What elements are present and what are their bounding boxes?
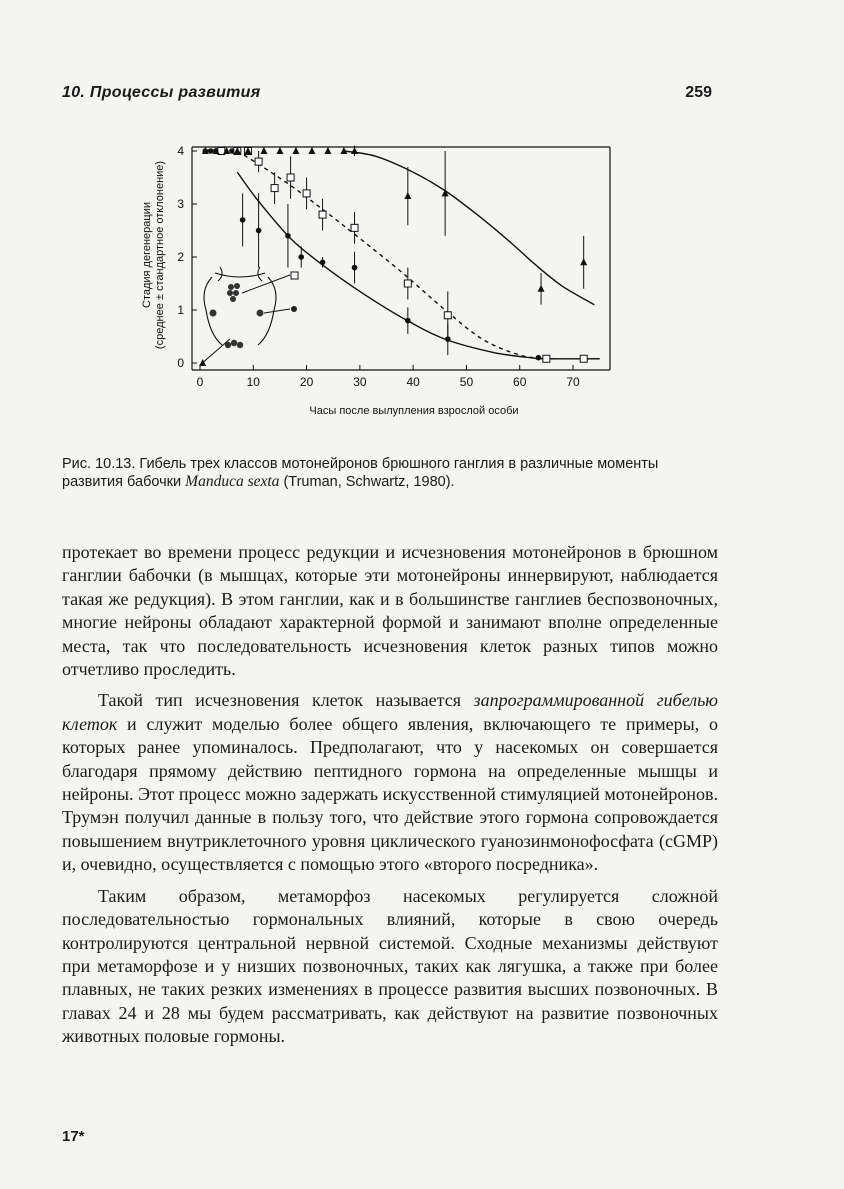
neuron-side-cell — [257, 310, 264, 317]
data-point-triangle — [260, 147, 267, 154]
data-point-square — [444, 312, 451, 319]
caption-species: Manduca sexta — [185, 473, 280, 490]
data-point-triangle — [340, 147, 347, 154]
y-axis-label-line2: (среднее ± стандартное отклонение) — [154, 160, 166, 350]
neuron-cluster-cell — [233, 290, 239, 296]
pointer-circle-marker — [291, 306, 297, 312]
curve-filled-triangle — [344, 151, 594, 305]
y-axis-label-line1: Стадия дегенерации — [141, 202, 153, 308]
data-point-circle — [256, 228, 262, 234]
y-tick-label: 0 — [177, 356, 184, 370]
x-tick-label: 0 — [196, 375, 204, 389]
data-point-triangle — [538, 285, 545, 292]
neuron-cluster-cell — [228, 284, 234, 290]
data-point-circle — [352, 265, 358, 271]
caption-suffix: (Truman, Schwartz, 1980). — [279, 474, 455, 490]
data-point-triangle — [351, 147, 358, 154]
data-point-triangle — [324, 147, 331, 154]
data-point-triangle — [276, 147, 283, 154]
data-point-circle — [405, 318, 411, 324]
neuron-cluster-cell — [230, 296, 236, 302]
pointer-square-marker — [291, 272, 298, 279]
data-point-triangle — [292, 147, 299, 154]
pointer-line-circle — [264, 309, 290, 313]
data-point-circle — [320, 260, 326, 266]
data-point-triangle — [580, 258, 587, 265]
x-tick-label: 10 — [246, 375, 260, 389]
data-point-square — [319, 211, 326, 218]
y-tick-label: 4 — [177, 144, 184, 158]
y-tick-label: 3 — [177, 197, 184, 211]
x-tick-label: 60 — [513, 375, 527, 389]
caption-prefix: Рис. 10.13. Гибель трех классов мотонейронов брюшного ганглия в различные моменты развития бабочки — [62, 456, 659, 490]
data-point-circle — [298, 254, 304, 260]
paragraph-2-rest: и служит моделью более общего явления, включающего те примеры, о которых ранее упоминалось. Предполагают, что у насекомых он совершается благодаря прямому действию пептидного гормона на определенные мышцы и нейроны. Этот процесс можно задержать искусственной стимуляцией мотонейронов. Трумэн получил данные в пользу того, что действие этого гормона сопровождается повышением внутриклеточного уровня циклического гуанозинмонофосфата (cGMP) и, очевидно, осуществляется с помощью этого «второго посредника». — [62, 713, 718, 875]
body-text — [62, 541, 718, 1057]
paragraph-2-start: Такой тип исчезновения клеток называется — [98, 690, 474, 711]
chart-points — [199, 146, 587, 366]
data-point-square — [287, 174, 294, 181]
x-tick-label: 40 — [406, 375, 420, 389]
paragraph-1: протекает во времени процесс редукции и исчезновения мотонейронов в брюшном ганглии бабочки (в мышцах, которые эти мотонейроны иннервируют, наблюдается такая же редукция). В этом ганглии, как и в большинстве ганглиев беспозвоночных, многие нейроны обладают характерной формой и занимают вполне определенные места, так что последовательность исчезновения клеток разных типов можно отчетливо проследить. — [62, 542, 718, 680]
data-point-square — [580, 355, 587, 362]
data-point-square — [303, 190, 310, 197]
chart-svg — [130, 135, 630, 425]
data-point-square — [543, 355, 550, 362]
y-tick-label: 2 — [177, 250, 184, 264]
neuron-side-cell — [210, 310, 217, 317]
data-point-square — [271, 185, 278, 192]
x-tick-label: 20 — [299, 375, 314, 389]
running-header — [62, 84, 712, 108]
chart-ticks — [177, 144, 580, 389]
data-point-square — [255, 158, 262, 165]
data-point-circle — [208, 148, 214, 154]
paragraph-2 — [62, 689, 718, 876]
chart-curves — [237, 151, 599, 359]
data-point-square — [351, 224, 358, 231]
neuron-bottom-cell — [237, 342, 243, 348]
ganglion-inset-drawing — [200, 267, 298, 365]
data-point-circle — [240, 217, 246, 223]
y-tick-label: 1 — [177, 303, 184, 317]
data-point-triangle — [404, 192, 411, 199]
x-tick-label: 70 — [566, 375, 580, 389]
data-point-circle — [285, 233, 291, 239]
figure-degeneration-chart — [130, 135, 630, 425]
curve-filled-circle — [237, 172, 599, 359]
paragraph-3: Таким образом, метаморфоз насекомых регулируется сложной последовательностью гормональных влияний, которые в свою очередь контролируются центральной нервной системой. Сходные механизмы действуют при метаморфозе и у низших позвоночных, таких как лягушка, а также при более плавных, не таких резких изменениях в процессе развития высших позвоночных. В главах 24 и 28 мы будем рассматривать, как действуют на развитие позвоночных животных половые гормоны. — [62, 885, 718, 1047]
data-point-square — [404, 280, 411, 287]
curve-open-square — [237, 151, 546, 359]
pointer-line-triangle — [200, 339, 230, 365]
pointer-line-square — [242, 275, 290, 293]
neuron-cluster-cell — [234, 283, 240, 289]
x-tick-label: 30 — [353, 375, 367, 389]
data-point-triangle — [308, 147, 315, 154]
figure-caption — [62, 455, 712, 491]
chart-axes — [192, 147, 610, 370]
page-number: 259 — [685, 84, 712, 101]
data-point-circle — [536, 355, 542, 361]
chapter-title: 10. Процессы развития — [62, 84, 261, 101]
signature-mark: 17* — [62, 1128, 85, 1145]
neuron-cluster-cell — [227, 290, 233, 296]
paragraph-2-term: запрограммированной гибелью клеток — [62, 690, 719, 734]
x-axis-label: Часы после вылупления взрослой особи — [309, 405, 519, 417]
x-tick-label: 50 — [459, 375, 474, 389]
neuron-bottom-cell — [231, 340, 237, 346]
